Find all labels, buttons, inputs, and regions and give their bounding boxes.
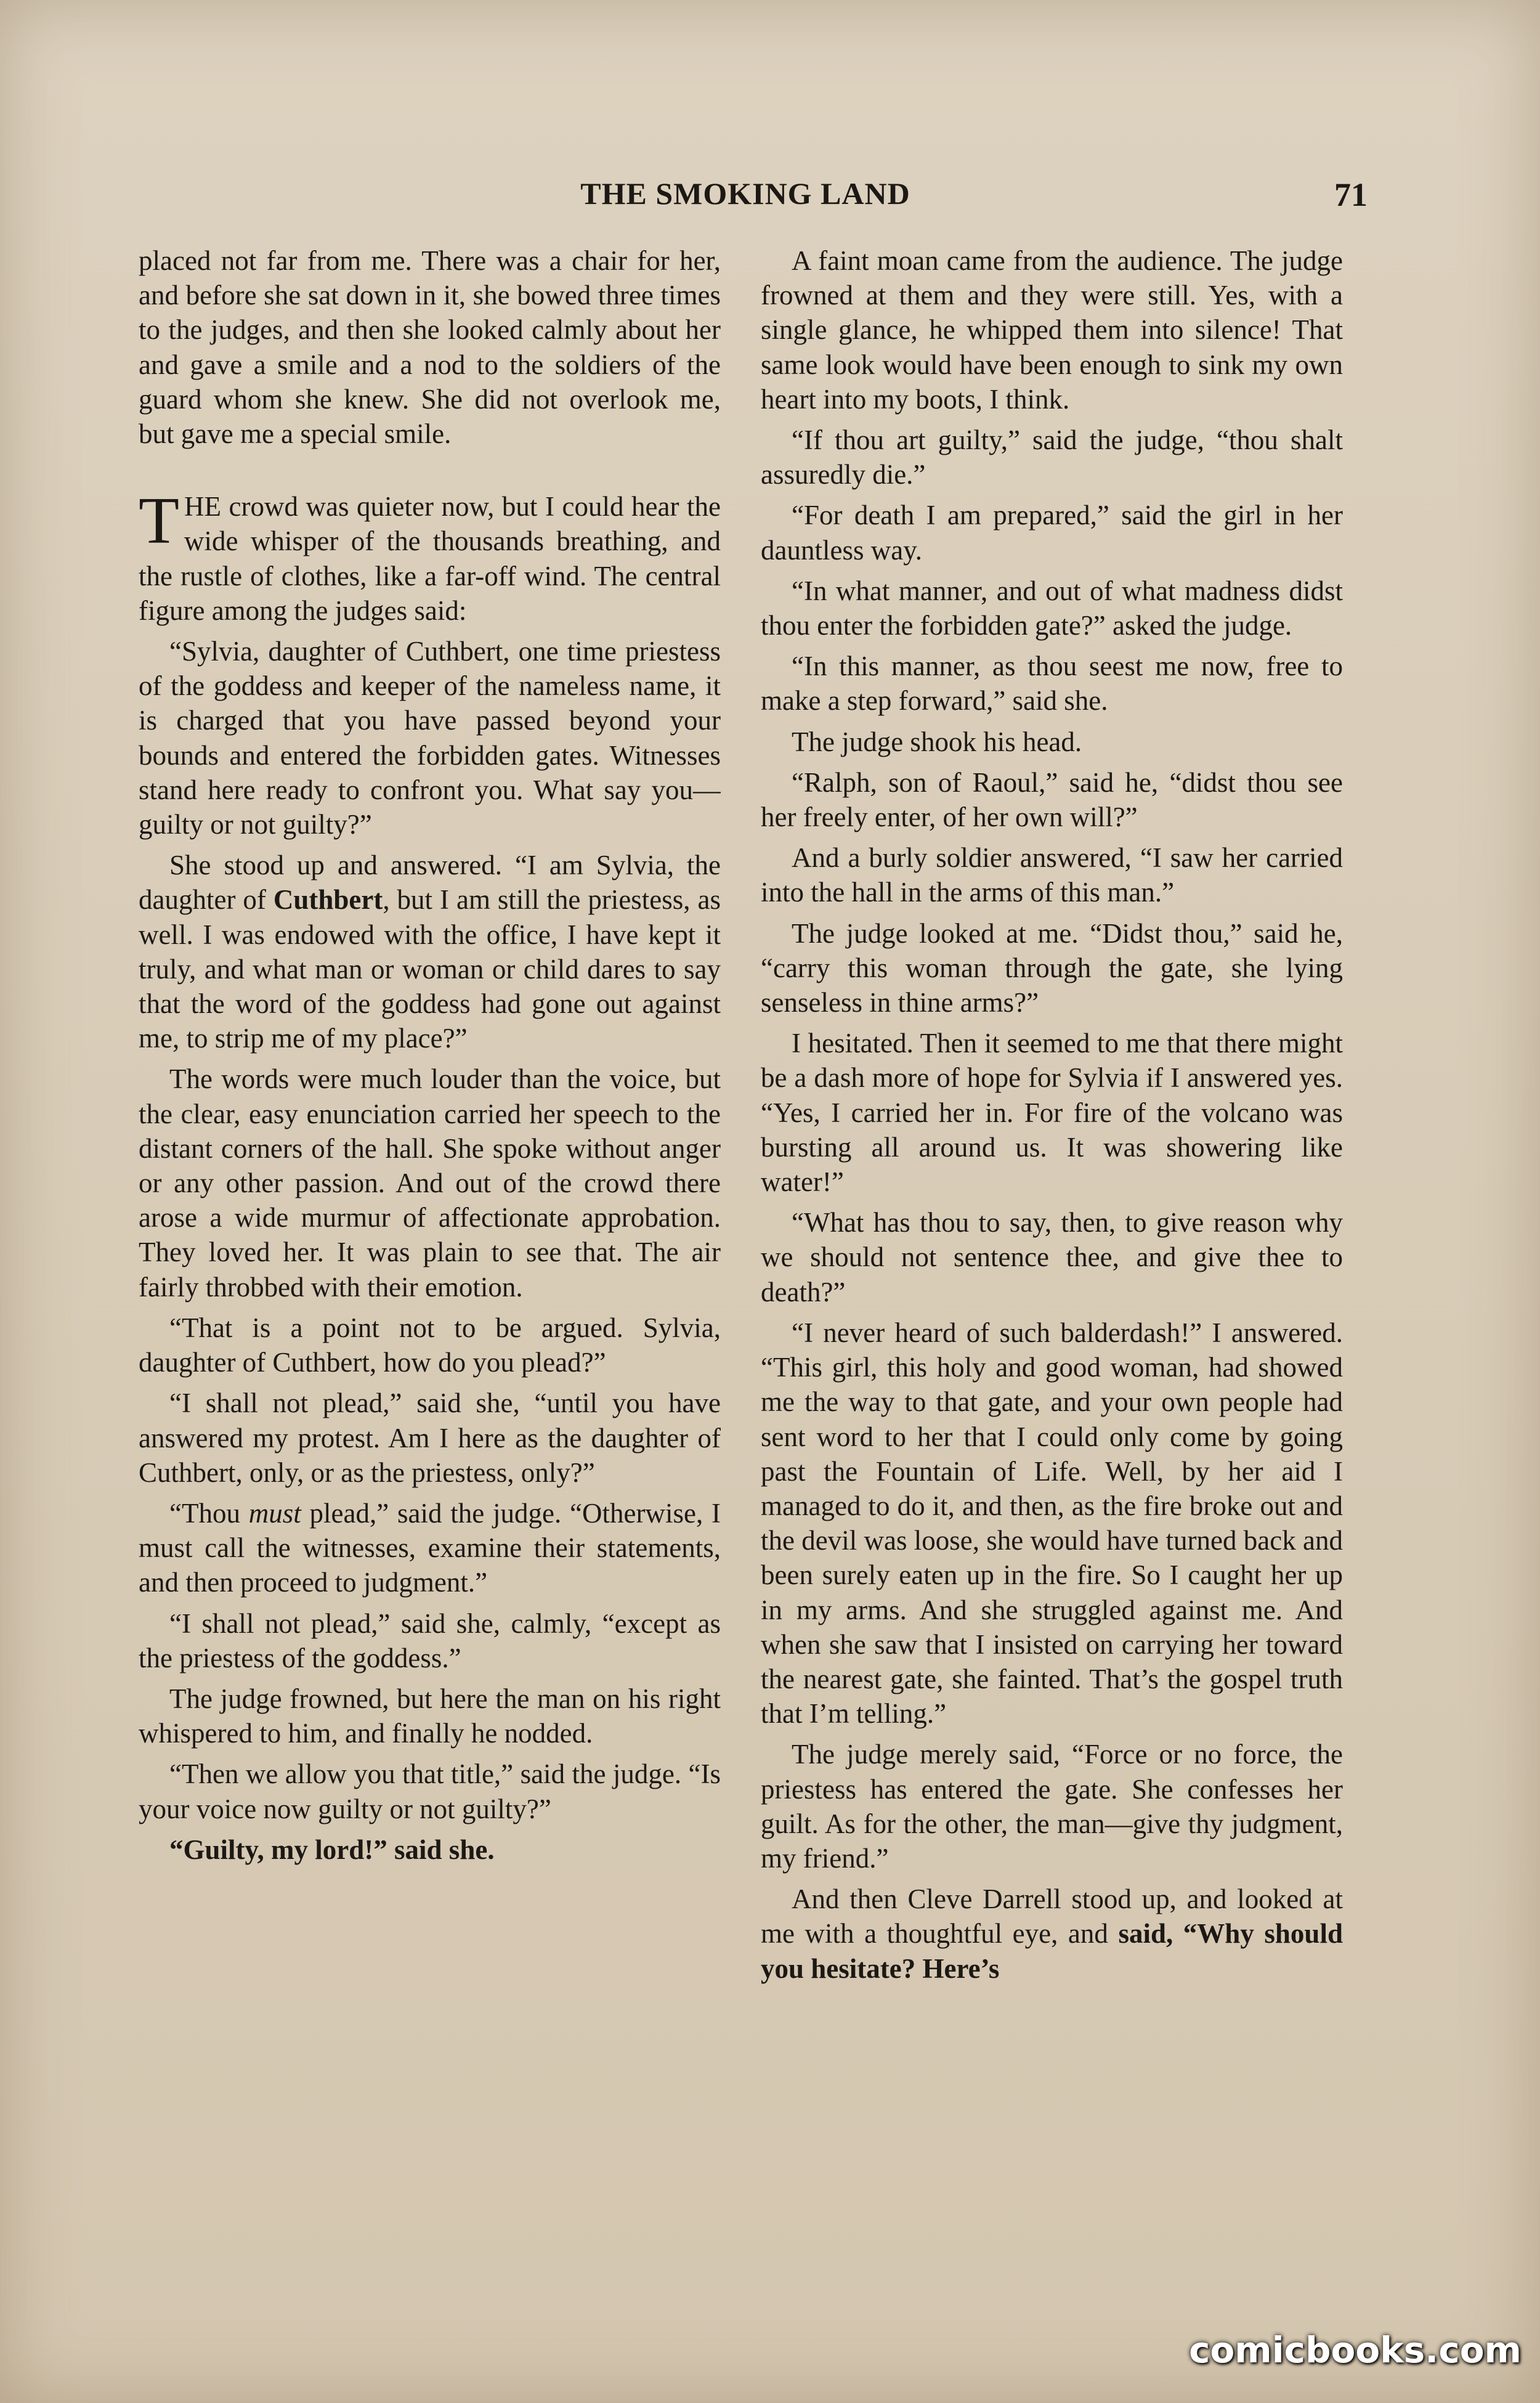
paragraph: The judge merely said, “Force or no force, the priestess has entered the gate. She confesses her guilt. As for the other, the man—give thy judgment, my friend.” [761,1739,1343,1874]
paragraph: “That is a point not to be argued. Sylvia, daughter of Cuthbert, how do you plead?” [139,1312,721,1378]
paragraph [139,1496,721,1600]
paragraph: “I shall not plead,” said she, calmly, “except as the priestess of the goddess.” [139,1608,721,1673]
paragraph-text: And then Cleve Darrell stood up, and looked at me with a thoughtful eye, and [761,1884,1343,1950]
paragraph-text: , but I am still the priestess, as well. I was endowed with the office, I have kept it truly, and what man or woman or child dares to say that the word of the goddess had gone out against me, to strip me of my place?” [139,884,721,1054]
page-number: 71 [1334,176,1368,213]
running-header-title: THE SMOKING LAND [580,176,910,211]
paragraph: “In what manner, and out of what madness didst thou enter the forbidden gate?” asked the judge. [761,575,1343,641]
paragraph: And a burly soldier answered, “I saw her carried into the hall in the arms of this man.” [761,842,1343,908]
paragraph: The judge looked at me. “Didst thou,” said he, “carry this woman through the gate, she lying senseless in thine arms?” [761,917,1343,1019]
drop-cap-letter: T [139,484,179,558]
paragraph: “Sylvia, daughter of Cuthbert, one time priestess of the goddess and keeper of the nameless name, it is charged that you have passed beyond your bounds and entered the forbidden gates. Witnesses stand here ready to confront you. What say you—guilty or not guilty?” [139,636,721,840]
bold-text: said, “Why should you hesitate? Here’s [761,1918,1343,1984]
paragraph: placed not far from me. There was a chair for her, and before she sat down in it, she bowed three times to the judges, and then she looked calmly about her and gave a smile and a nod to the soldiers of the guard whom she knew. She did not overlook me, but gave me a special smile. [139,245,721,450]
watermark: comicbooks.com [1189,2329,1522,2371]
paragraph-text: plead,” said the judge. “Otherwise, I must call the witnesses, examine their statements, and then proceed to judgment.” [139,1497,721,1598]
paragraph: “In this manner, as thou seest me now, free to make a step forward,” said she. [761,651,1343,717]
left-text-column [139,243,721,2234]
bold-name: Cuthbert [273,884,383,916]
emphasized-word: must [248,1497,301,1529]
paragraph: A faint moan came from the audience. The judge frowned at them and they were still. Yes, with a single glance, he whipped them into silence! That same look would have been enough to sink my own heart into my boots, I think. [761,245,1343,415]
paragraph: “What has thou to say, then, to give reason why we should not sentence thee, and give thee to death?” [761,1207,1343,1307]
paragraph: “Guilty, my lord!” said she. [169,1834,495,1865]
paragraph-text: “Thou [169,1497,249,1529]
paragraph: “Then we allow you that title,” said the judge. “Is your voice now guilty or not guilty?” [139,1759,721,1824]
paragraph: “For death I am prepared,” said the girl in her dauntless way. [761,500,1343,566]
paragraph: The words were much louder than the voice, but the clear, easy enunciation carried her speech to the distant corners of the hall. She spoke without anger or any other passion. And out of the crowd there arose a wide murmur of affectionate approbation. They loved her. It was plain to see that. The air fairly throbbed with their emotion. [139,1063,721,1303]
paragraph-text: She stood up and answered. “I am Sylvia, the daughter of [139,850,721,916]
paragraph [761,1882,1343,1986]
paragraph-text: HE crowd was quieter now, but I could hear the wide whisper of the thousands breathing, and the rustle of clothes, like a far-off wind. The central figure among the judges said: [139,491,721,626]
section-paragraph [139,484,721,628]
paragraph: “If thou art guilty,” said the judge, “thou shalt assuredly die.” [761,425,1343,490]
paragraph: “I never heard of such balderdash!” I answered. “This girl, this holy and good woman, had showed me the way to that gate, and your own people had sent word to her that I could only come by going past the Fountain of Life. Well, by her aid I managed to do it, and then, as the fire broke out and the devil was loose, she would have turned back and been surely eaten up in the fire. So I caught her up in my arms. And she struggled against me. And when she saw that I insisted on carrying her toward the nearest gate, she fainted. That’s the gospel truth that I’m telling.” [761,1317,1343,1730]
right-text-column [761,243,1343,2234]
paragraph: The judge shook his head. [792,726,1082,757]
paragraph: I hesitated. Then it seemed to me that there might be a dash more of hope for Sylvia if I answered yes. “Yes, I carried her in. For fire of the volcano was bursting all around us. It was showering like water!” [761,1028,1343,1198]
paragraph [139,848,721,1055]
paragraph: The judge frowned, but here the man on his right whispered to him, and finally he nodded. [139,1683,721,1749]
paragraph: “Ralph, son of Raoul,” said he, “didst thou see her freely enter, of her own will?” [761,766,1343,833]
paragraph: “I shall not plead,” said she, “until you have answered my protest. Am I here as the daughter of Cuthbert, only, or as the priestess, only?” [139,1388,721,1488]
